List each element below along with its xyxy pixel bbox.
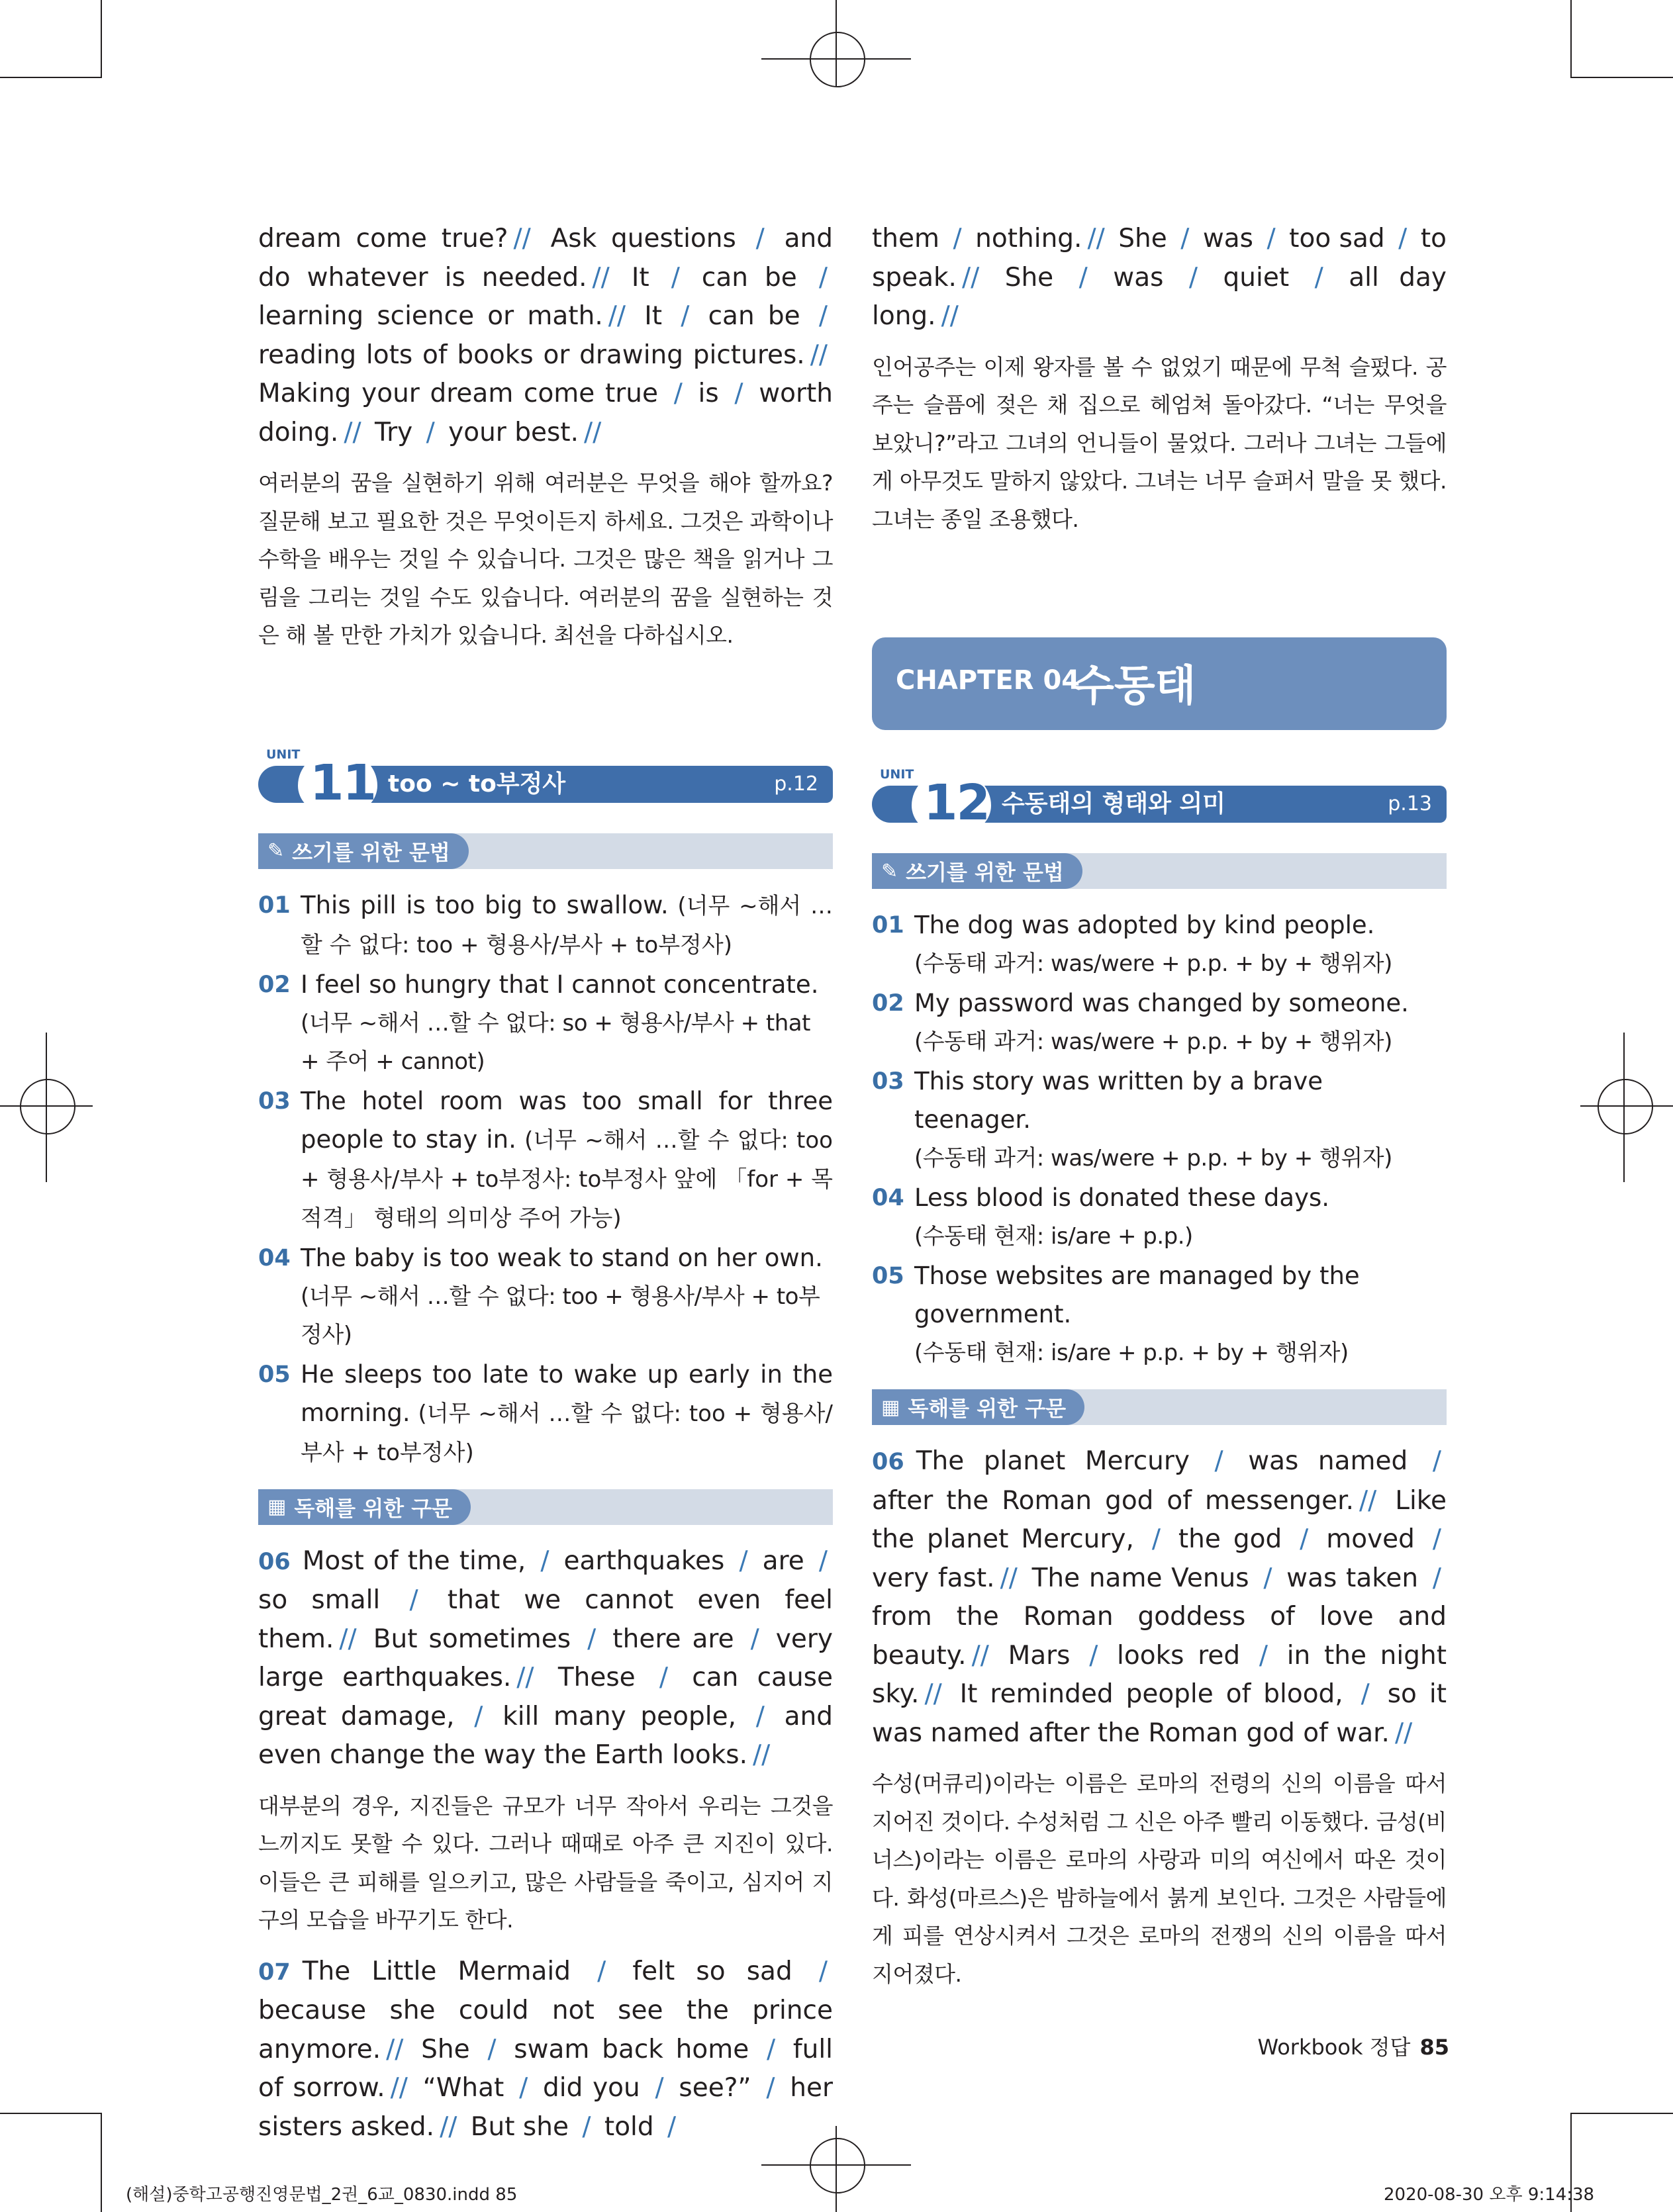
text-chunk: there are bbox=[601, 1624, 745, 1654]
text-chunk: so it was named after the Roman god of war. bbox=[872, 1679, 1447, 1748]
text-chunk: too sad bbox=[1280, 224, 1394, 253]
text-chunk: She bbox=[1110, 224, 1176, 253]
text-chunk: your best. bbox=[440, 417, 579, 447]
chunk-slash-mark: / bbox=[1432, 1446, 1441, 1476]
crop-mark bbox=[0, 77, 102, 78]
chunk-slash-mark: / bbox=[1300, 1524, 1309, 1554]
chunk-slash-mark: / bbox=[659, 1663, 669, 1692]
text-chunk: full of sorrow. bbox=[258, 2034, 833, 2103]
text-chunk: in the night sky. bbox=[872, 1640, 1447, 1709]
grammar-note: (수동태 과거: was/were + p.p. + by + 행위자) bbox=[914, 950, 1392, 977]
text-chunk: Try bbox=[366, 417, 421, 447]
text-chunk: These bbox=[539, 1663, 654, 1692]
sentence-break-mark: // bbox=[753, 1740, 771, 1770]
unit-page: p.12 bbox=[774, 772, 818, 796]
grammar-item bbox=[872, 984, 1447, 1061]
chunk-slash-mark: / bbox=[1188, 262, 1198, 293]
text-chunk: and even change the way the Earth looks. bbox=[258, 1701, 833, 1770]
unit-title: 수동태의 형태와 의미 bbox=[1002, 790, 1226, 817]
slug-file-info: (해설)중학고공행진영문법_2권_6교_0830.indd 85 bbox=[126, 2185, 518, 2205]
chunk-slash-mark: / bbox=[540, 1545, 550, 1576]
grammar-item bbox=[258, 1082, 833, 1238]
text-chunk: quiet bbox=[1203, 262, 1310, 293]
item-number: 03 bbox=[872, 1068, 904, 1095]
chunk-slash-mark: / bbox=[818, 301, 828, 331]
pencil-icon: ✎ bbox=[267, 839, 285, 862]
text-chunk: to speak. bbox=[872, 224, 1447, 293]
grammar-item bbox=[258, 966, 833, 1081]
text-chunk: swam back home bbox=[501, 2034, 761, 2064]
left-column bbox=[258, 220, 833, 2158]
text-chunk: The name Venus bbox=[1022, 1563, 1259, 1593]
text-chunk: nothing. bbox=[967, 224, 1082, 253]
reading-passage-06 bbox=[258, 1542, 833, 1775]
text-chunk: so small bbox=[258, 1585, 405, 1615]
example-sentence: I feel so hungry that I cannot concentrate. bbox=[301, 970, 819, 999]
chunk-slash-mark: / bbox=[953, 224, 962, 253]
text-chunk: The planet Mercury bbox=[916, 1446, 1210, 1476]
unit-page: p.13 bbox=[1388, 792, 1432, 815]
text-chunk: Ask questions bbox=[536, 224, 751, 253]
text-chunk: It bbox=[631, 301, 676, 331]
chunk-slash-mark: / bbox=[766, 2034, 776, 2064]
text-chunk: her sisters asked. bbox=[258, 2073, 833, 2142]
grammar-item bbox=[258, 886, 833, 964]
chunk-slash-mark: / bbox=[671, 262, 680, 293]
unit-label: UNIT bbox=[266, 747, 301, 762]
grammar-note: (수동태 현재: is/are + p.p.) bbox=[914, 1223, 1193, 1250]
text-chunk: Mars bbox=[994, 1640, 1084, 1671]
grammar-item bbox=[258, 1239, 833, 1354]
section-header-grammar bbox=[872, 853, 1447, 889]
reading-translation-06: 수성(머큐리)이라는 이름은 로마의 전령의 신의 이름을 따서 지어진 것이다. 수성처럼 그 신은 아주 빨리 이동했다. 금성(비너스)이라는 이름은 로마의 사랑과 미의 여신에서 따온 것이다. 화성(마르스)은 밤하늘에서 붉게 보인다. 그것은 사람들에게 피를 연상시켜서 그것은 로마의 전쟁의 신의 이름을 따서 지어졌다. bbox=[872, 1771, 1447, 1987]
sentence-break-mark: // bbox=[584, 417, 602, 447]
text-chunk: from the Roman goddess of love and beauty. bbox=[872, 1602, 1447, 1671]
text-chunk: see?” bbox=[669, 2073, 761, 2103]
grammar-item bbox=[872, 906, 1447, 983]
chunk-slash-mark: / bbox=[755, 1701, 765, 1731]
item-number: 07 bbox=[258, 1959, 291, 1986]
chunk-slash-mark: / bbox=[818, 262, 828, 293]
chunk-slash-mark: / bbox=[734, 379, 743, 408]
item-number: 05 bbox=[872, 1263, 904, 1289]
sentence-break-mark: // bbox=[810, 340, 828, 370]
chunk-slash-mark: / bbox=[750, 1624, 759, 1654]
text-chunk: “What bbox=[412, 2073, 514, 2103]
sentence-break-mark: // bbox=[516, 1663, 534, 1692]
text-chunk: can be bbox=[685, 262, 814, 293]
text-chunk: earthquakes bbox=[554, 1545, 734, 1576]
chunk-slash-mark: / bbox=[409, 1585, 418, 1615]
section-title: 쓰기를 위한 문법 bbox=[292, 839, 450, 865]
example-sentence: This story was written by a brave teenager. bbox=[914, 1067, 1323, 1134]
text-chunk: reading lots of books or drawing pictures. bbox=[258, 340, 805, 370]
crop-mark bbox=[101, 2113, 102, 2212]
crop-mark bbox=[1570, 77, 1673, 78]
text-chunk: that we cannot even feel them. bbox=[258, 1585, 833, 1654]
open-book-icon: ▦ bbox=[881, 1395, 900, 1419]
text-chunk: It bbox=[614, 262, 666, 293]
chunk-slash-mark: / bbox=[582, 2111, 591, 2142]
chapter-label: CHAPTER 04 bbox=[896, 665, 1080, 696]
chunk-slash-mark: / bbox=[1267, 224, 1276, 253]
unit-title: too ~ to부정사 bbox=[388, 770, 566, 798]
section-header-reading bbox=[872, 1389, 1447, 1425]
sentence-break-mark: // bbox=[339, 1624, 357, 1654]
text-chunk: did you bbox=[533, 2073, 650, 2103]
continued-korean: 인어공주는 이제 왕자를 볼 수 없었기 때문에 무척 슬펐다. 공주는 슬픔에 젖은 채 집으로 헤엄쳐 돌아갔다. “너는 무엇을 보았니?”라고 그녀의 언니들이 물었다. 그러나 그녀는 그들에게 아무것도 말하지 않았다. 그녀는 너무 슬퍼서 말을 못 했다. 그녀는 종일 조용했다. bbox=[872, 353, 1447, 532]
sentence-break-mark: // bbox=[344, 417, 361, 447]
chunk-slash-mark: / bbox=[655, 2073, 664, 2103]
chunk-slash-mark: / bbox=[1314, 262, 1323, 293]
footer-label: Workbook 정답 bbox=[1257, 2035, 1411, 2060]
sentence-break-mark: // bbox=[1000, 1563, 1018, 1593]
section-title: 쓰기를 위한 문법 bbox=[906, 860, 1064, 885]
sentence-break-mark: // bbox=[608, 301, 626, 331]
unit-number: 11 bbox=[310, 754, 375, 811]
pencil-icon: ✎ bbox=[881, 859, 898, 883]
grammar-list bbox=[872, 906, 1447, 1372]
chunk-slash-mark: / bbox=[474, 1701, 483, 1731]
chunk-slash-mark: / bbox=[755, 224, 765, 253]
crop-mark bbox=[101, 0, 102, 78]
sentence-break-mark: // bbox=[924, 1679, 942, 1709]
slug-date: 2020-08-30 오후 9:14:38 bbox=[1384, 2185, 1595, 2205]
chunk-slash-mark: / bbox=[667, 2111, 677, 2142]
sentence-break-mark: // bbox=[592, 262, 610, 293]
sentence-break-mark: // bbox=[386, 2034, 404, 2064]
chunk-slash-mark: / bbox=[818, 1545, 828, 1576]
chunk-slash-mark: / bbox=[1180, 224, 1190, 253]
chunk-slash-mark: / bbox=[426, 417, 435, 447]
reading-translation-06: 대부분의 경우, 지진들은 규모가 너무 작아서 우리는 그것을 느끼지도 못할 수 있다. 그러나 때때로 아주 큰 지진이 있다. 이들은 큰 피해를 일으키고, 많은 사람들을 죽이고, 심지어 지구의 모습을 바꾸기도 한다. bbox=[258, 1792, 833, 1933]
chunk-slash-mark: / bbox=[587, 1624, 597, 1654]
text-chunk: It reminded people of blood, bbox=[947, 1679, 1356, 1709]
text-chunk: Like the planet Mercury, bbox=[872, 1485, 1447, 1554]
text-chunk: worth doing. bbox=[258, 379, 834, 447]
section-title: 독해를 위한 구문 bbox=[294, 1495, 453, 1521]
chunk-slash-mark: / bbox=[1398, 224, 1408, 253]
text-chunk: the god bbox=[1165, 1524, 1295, 1554]
crop-mark bbox=[1570, 2113, 1673, 2114]
grammar-note: (너무 ~해서 …할 수 없다: too + 형용사/부사 + to부정사: to부정사 앞에 「for + 목적격」 형태의 의미상 주어 가능) bbox=[301, 1127, 833, 1232]
text-chunk: all day long. bbox=[872, 262, 1447, 331]
chunk-slash-mark: / bbox=[1259, 1640, 1268, 1671]
text-chunk: are bbox=[753, 1545, 814, 1576]
example-sentence: He sleeps too late to wake up early in the morning. bbox=[301, 1359, 833, 1427]
grammar-note: (수동태 과거: was/were + p.p. + by + 행위자) bbox=[914, 1145, 1392, 1172]
item-number: 01 bbox=[872, 912, 904, 939]
chunk-slash-mark: / bbox=[818, 1956, 828, 1986]
example-sentence: This pill is too big to swallow. bbox=[301, 890, 669, 919]
sentence-break-mark: // bbox=[941, 301, 959, 331]
page-footer bbox=[1257, 2031, 1449, 2061]
open-book-icon: ▦ bbox=[267, 1495, 287, 1518]
text-chunk: dream come true? bbox=[258, 224, 508, 253]
grammar-note: (너무 ~해서 …할 수 없다: so + 형용사/부사 + that + 주어 + cannot) bbox=[301, 1009, 810, 1075]
chunk-slash-mark: / bbox=[1361, 1679, 1370, 1709]
sentence-break-mark: // bbox=[961, 262, 980, 293]
grammar-item bbox=[872, 1179, 1447, 1256]
example-sentence: The baby is too weak to stand on her own. bbox=[301, 1243, 823, 1272]
example-sentence: The hotel room was too small for three people to stay in. bbox=[301, 1086, 833, 1154]
chunk-slash-mark: / bbox=[1432, 1563, 1441, 1593]
chunk-slash-mark: / bbox=[1089, 1640, 1098, 1671]
sentence-break-mark: // bbox=[1359, 1485, 1377, 1516]
chunk-slash-mark: / bbox=[673, 379, 683, 408]
chunk-slash-mark: / bbox=[1263, 1563, 1272, 1593]
grammar-note: (수동태 과거: was/were + p.p. + by + 행위자) bbox=[914, 1029, 1392, 1055]
chunk-slash-mark: / bbox=[1078, 262, 1088, 293]
reading-passage-06 bbox=[872, 1442, 1447, 1753]
item-number: 02 bbox=[258, 971, 291, 998]
crop-mark bbox=[1570, 0, 1572, 78]
sentence-break-mark: // bbox=[390, 2073, 408, 2103]
sentence-break-mark: // bbox=[1087, 224, 1105, 253]
text-chunk: was bbox=[1194, 224, 1262, 253]
text-chunk: told bbox=[596, 2111, 663, 2142]
chunk-slash-mark: / bbox=[681, 301, 690, 331]
grammar-list bbox=[258, 886, 833, 1472]
text-chunk: She bbox=[984, 262, 1074, 293]
chapter-banner bbox=[872, 637, 1447, 730]
item-number: 04 bbox=[872, 1185, 904, 1211]
grammar-note: (수동태 현재: is/are + p.p. + by + 행위자) bbox=[914, 1340, 1349, 1366]
text-chunk: learning science or math. bbox=[258, 301, 603, 331]
page-number: 85 bbox=[1419, 2035, 1449, 2060]
text-chunk: felt so sad bbox=[611, 1956, 814, 1986]
text-chunk: kill many people, bbox=[488, 1701, 751, 1731]
item-number: 01 bbox=[258, 892, 291, 919]
grammar-item bbox=[872, 1257, 1447, 1372]
section-header-reading bbox=[258, 1489, 833, 1525]
text-chunk: very fast. bbox=[872, 1563, 995, 1593]
text-chunk: is bbox=[687, 379, 730, 408]
intro-korean: 여러분의 꿈을 실현하기 위해 여러분은 무엇을 해야 할까요? 질문해 보고 필요한 것은 무엇이든지 하세요. 그것은 과학이나 수학을 배우는 것일 수 있습니다. 그것은 많은 책을 읽거나 그림을 그리는 것일 수도 있습니다. 여러분의 꿈을 실현하는 것은 해 볼 만한 가치가 있습니다. 최선을 다하십시오. bbox=[258, 470, 833, 648]
unit-banner bbox=[258, 747, 833, 816]
chunk-slash-mark: / bbox=[1151, 1524, 1161, 1554]
item-number: 05 bbox=[258, 1361, 291, 1388]
sentence-break-mark: // bbox=[440, 2111, 457, 2142]
chunk-slash-mark: / bbox=[597, 1956, 606, 1986]
item-number: 04 bbox=[258, 1244, 291, 1271]
text-chunk: was bbox=[1092, 262, 1184, 293]
example-sentence: Those websites are managed by the government. bbox=[914, 1262, 1360, 1328]
item-number: 03 bbox=[258, 1087, 291, 1115]
section-header-grammar bbox=[258, 833, 833, 869]
text-chunk: looks red bbox=[1103, 1640, 1254, 1671]
text-chunk: Making your dream come true bbox=[258, 379, 669, 408]
text-chunk: can be bbox=[694, 301, 814, 331]
chunk-slash-mark: / bbox=[739, 1545, 748, 1576]
grammar-item bbox=[872, 1062, 1447, 1177]
text-chunk: But sometimes bbox=[361, 1624, 583, 1654]
text-chunk: moved bbox=[1314, 1524, 1427, 1554]
example-sentence: The dog was adopted by kind people. bbox=[914, 911, 1375, 939]
chunk-slash-mark: / bbox=[487, 2034, 497, 2064]
text-chunk: after the Roman god of messenger. bbox=[872, 1485, 1354, 1516]
grammar-note: (너무 ~해서 …할 수 없다: too + 형용사/부사 + to부정사) bbox=[301, 1400, 833, 1466]
sentence-break-mark: // bbox=[513, 224, 531, 253]
right-column bbox=[872, 220, 1447, 2006]
unit-banner bbox=[872, 767, 1447, 836]
grammar-item bbox=[258, 1356, 833, 1472]
text-chunk: was named bbox=[1228, 1446, 1427, 1476]
continued-english bbox=[872, 220, 1447, 336]
text-chunk: because she could not see the prince anymore. bbox=[258, 1996, 833, 2064]
grammar-note: (너무 ~해서 …할 수 없다: too + 형용사/부사 + to부정사) bbox=[301, 1283, 820, 1348]
text-chunk: them bbox=[872, 224, 948, 253]
item-number: 06 bbox=[258, 1548, 291, 1575]
example-sentence: My password was changed by someone. bbox=[914, 989, 1409, 1017]
sentence-break-mark: // bbox=[1394, 1718, 1413, 1748]
grammar-note: (너무 ~해서 …할 수 없다: too + 형용사/부사 + to부정사) bbox=[301, 892, 833, 958]
text-chunk: But she bbox=[462, 2111, 577, 2142]
chapter-title: 수동태 bbox=[1073, 662, 1196, 711]
item-number: 02 bbox=[872, 990, 904, 1017]
unit-label: UNIT bbox=[880, 767, 914, 782]
item-number: 06 bbox=[872, 1449, 904, 1475]
chunk-slash-mark: / bbox=[1214, 1446, 1223, 1476]
crop-mark bbox=[0, 2113, 102, 2114]
text-chunk: Most of the time, bbox=[302, 1545, 536, 1576]
sentence-break-mark: // bbox=[971, 1640, 989, 1671]
text-chunk: The Little Mermaid bbox=[302, 1956, 593, 1986]
text-chunk: She bbox=[408, 2034, 483, 2064]
text-chunk: can cause great damage, bbox=[258, 1663, 833, 1731]
chunk-slash-mark: / bbox=[519, 2073, 528, 2103]
example-sentence: Less blood is donated these days. bbox=[914, 1183, 1330, 1212]
unit-number: 12 bbox=[924, 774, 989, 831]
chunk-slash-mark: / bbox=[1432, 1524, 1441, 1554]
text-chunk: was taken bbox=[1277, 1563, 1427, 1593]
reading-passage-07 bbox=[258, 1953, 833, 2147]
text-chunk: and do whatever is needed. bbox=[258, 224, 833, 293]
intro-english bbox=[258, 220, 833, 452]
text-chunk: very large earthquakes. bbox=[258, 1624, 833, 1692]
chunk-slash-mark: / bbox=[766, 2073, 775, 2103]
section-title: 독해를 위한 구문 bbox=[908, 1396, 1067, 1421]
